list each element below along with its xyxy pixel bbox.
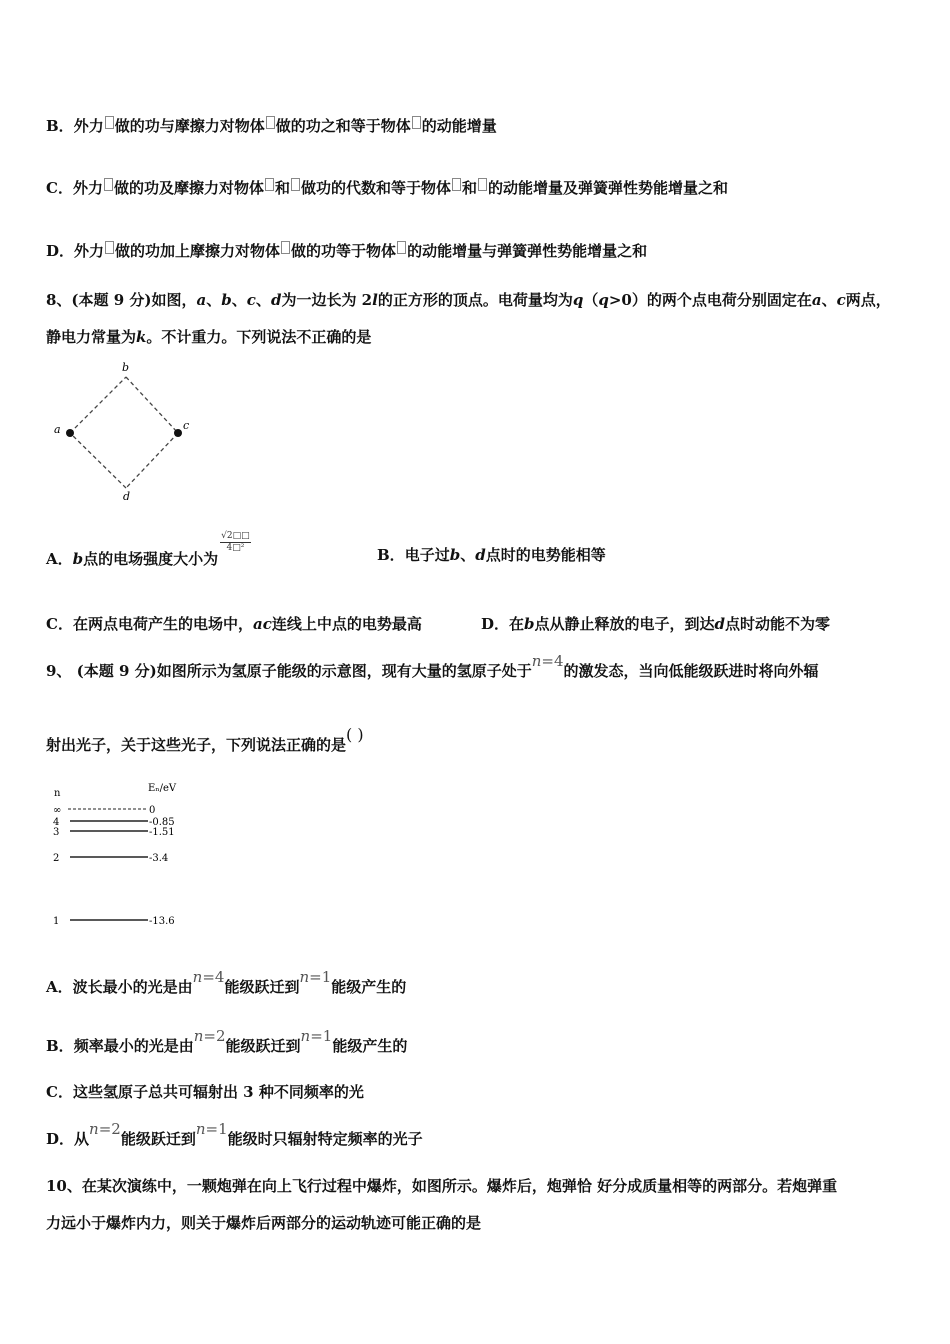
q8-stem-line2: 静电力常量为k。不计重力。下列说法不正确的是	[46, 328, 372, 346]
math-n-eq-2: n=2	[89, 1120, 121, 1138]
q8-stem-line1: 8、(本题 9 分)如图，a、b、c、d为一边长为 2l的正方形的顶点。电荷量均为q（q>0）的两个点电荷分别固定在a、c两点，	[46, 291, 891, 309]
level-energy-label: -1.51	[149, 827, 175, 838]
level-energy-label: -0.85	[149, 817, 175, 828]
q7-option-c: C．外力 做的功及摩擦力对物体 和 做功的代数和等于物体 和 的动能增量及弹簧弹性势能增量之和	[46, 179, 729, 197]
q9-option-b: B．频率最小的光是由n=2能级跃迁到n=1能级产生的	[46, 1027, 408, 1055]
q8-option-a: A．b点的电场强度大小为 $\frac{√2□□}{\text{4□²}}$	[46, 531, 250, 568]
math-n-eq-1: n=1	[299, 968, 332, 986]
missing-glyph-icon	[397, 241, 406, 254]
missing-glyph-icon	[478, 178, 487, 191]
level-n-label: 3	[53, 827, 60, 838]
q10-stem-line1: 10、在某次演练中，一颗炮弹在向上飞行过程中爆炸，如图所示。爆炸后，炮弹恰 好分成质量相等的两部分。若炮弹重	[46, 1177, 838, 1195]
side-cd	[126, 433, 178, 488]
missing-glyph-icon	[291, 178, 300, 191]
q9-option-a: A．波长最小的光是由n=4能级跃迁到n=1能级产生的	[46, 968, 407, 996]
math-n-eq-1: n=1	[195, 1120, 228, 1138]
n-column-header: n	[54, 788, 61, 799]
energy-level-diagram	[46, 775, 206, 930]
vertex-label-c: c	[183, 419, 190, 432]
energy-column-header: Eₙ/eV	[148, 783, 177, 794]
missing-glyph-icon	[104, 178, 113, 191]
vertex-label-a: a	[54, 423, 61, 436]
q8-option-d: D．在b点从静止释放的电子，到达d点时动能不为零	[481, 615, 831, 633]
side-da	[70, 433, 126, 488]
vertex-label-d: d	[123, 490, 131, 503]
level-n-label: 1	[53, 916, 60, 927]
q9-option-d: D．从n=2能级跃迁到n=1能级时只辐射特定频率的光子	[46, 1120, 423, 1148]
level-n-label: 4	[53, 817, 60, 828]
level-energy-label: 0	[149, 805, 156, 816]
charge-a	[66, 429, 74, 437]
level-energy-label: -13.6	[149, 916, 175, 927]
side-bc	[126, 377, 178, 433]
math-n-eq-2: n=2	[193, 1027, 226, 1045]
level-energy-label: -3.4	[149, 853, 169, 864]
square-charges-figure	[40, 355, 210, 505]
q9-stem-line2: 射出光子，关于这些光子，下列说法正确的是( )	[46, 725, 364, 754]
level-n-label: 2	[53, 853, 60, 864]
missing-glyph-icon	[105, 241, 114, 254]
math-n-eq-4: n=4	[531, 652, 564, 670]
vertex-label-b: b	[122, 361, 130, 374]
missing-glyph-icon	[412, 116, 421, 129]
q7-option-b: B．外力 做的功与摩擦力对物体 做的功之和等于物体 的动能增量	[46, 117, 497, 135]
missing-glyph-icon	[452, 178, 461, 191]
q8-option-b: B．电子过b、d点时的电势能相等	[377, 546, 606, 564]
field-formula: $\frac{√2□□}{\text{4□²}}$	[221, 531, 250, 553]
q10-stem-line2: 力远小于爆炸内力，则关于爆炸后两部分的运动轨迹可能正确的是	[46, 1214, 482, 1232]
math-n-eq-4: n=4	[192, 968, 225, 986]
q9-option-c: C．这些氢原子总共可辐射出 3 种不同频率的光	[46, 1083, 364, 1101]
q8-option-c: C．在两点电荷产生的电场中，ac连线上中点的电势最高	[46, 615, 422, 633]
charge-c	[174, 429, 182, 437]
missing-glyph-icon	[266, 116, 275, 129]
q7-option-d: D．外力 做的功加上摩擦力对物体 做的功等于物体 的动能增量与弹簧弹性势能增量之和	[46, 242, 648, 260]
side-ab	[70, 377, 126, 433]
math-n-eq-1: n=1	[300, 1027, 333, 1045]
level-n-label: ∞	[53, 805, 62, 816]
missing-glyph-icon	[105, 116, 114, 129]
q9-stem-line1: 9、 (本题 9 分)如图所示为氢原子能级的示意图，现有大量的氢原子处于n=4的激发态，当向低能级跃进时将向外辐	[46, 652, 819, 680]
missing-glyph-icon	[281, 241, 290, 254]
missing-glyph-icon	[265, 178, 274, 191]
